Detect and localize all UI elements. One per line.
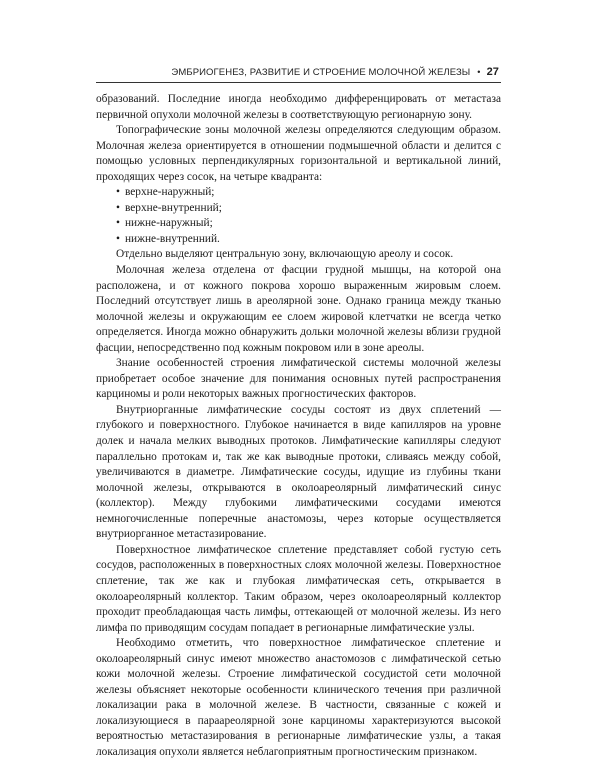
paragraph: Поверхностное лимфатическое сплетение представляет собой густую сеть сосудов, расположенных в поверхностных слоях молочной железы. Поверхностное сплетение, так же как и глубокая лимфатическая сеть, открывается в околоареолярный коллектор. Таким образом, через околоареолярный коллектор проходит преобладающая часть лимфы, оттекающей от молочной железы. Из него лимфа по приводящим сосудам попадает в регионарные лимфатические узлы. [96,543,501,634]
page-body [96,92,501,761]
page-number: 27 [486,66,499,78]
header-bullet-icon: • [477,67,481,77]
paragraph: Топографические зоны молочной железы определяются следующим образом. Молочная железа ориентируется в отношении подмышечной области и делится с помощью условных перпендикулярных горизонтальной и вертикальной линий, проходящих через сосок, на четыре квадранта: [96,124,501,183]
paragraph: Отдельно выделяют центральную зону, включающую ареолу и сосок. [116,248,454,261]
header-title: ЭМБРИОГЕНЕЗ, РАЗВИТИЕ И СТРОЕНИЕ МОЛОЧНОЙ ЖЕЛЕЗЫ [171,66,471,78]
paragraph: Необходимо отметить, что поверхностное лимфатическое сплетение и околоареолярный синус имеют множество анастомозов с лимфатической сетью кожи молочной железы. Строение лимфатической сосудистой сети молочной железы объясняет некоторые особенности клинического течения при различной локализации рака в молочной железе. В частности, связанные с кожей и локализующиеся в параареолярной зоне карциномы характеризуются высокой вероятностью метастазирования в регионарные лимфатические узлы, а такая локализация опухоли является неблагоприятным прогностическим признаком. [96,637,501,758]
list-item: • верхне-наружный; [96,185,501,201]
paragraph: Молочная железа отделена от фасции грудной мышцы, на которой она расположена, и от кожного покрова хорошо выраженным жировым слоем. Последний отсутствует лишь в ареолярной зоне. Однако граница между тканью молочной железы и окружающим ее слоем жировой клетчатки не всегда четко определяется. Иногда можно обнаружить дольки молочной железы вблизи грудной фасции, непосредственно под кожным покровом или в зоне ареолы. [96,264,501,354]
paragraph: Знание особенностей строения лимфатической системы молочной железы приобретает особое значение для понимания основных путей распространения карциномы и роли некоторых важных прогностических факторов. [96,357,501,401]
header-rule [96,82,501,83]
quadrant-list [96,185,501,247]
paragraph: Внутриорганные лимфатические сосуды состоят из двух сплетений — глубокого и поверхностного. Глубокое начинается в виде капилляров на уровне долек и начала мелких выводных протоков. Лимфатические капилляры следуют параллельно протокам и, так же как выводные протоки, сливаясь между собой, увеличиваются в диаметре. Лимфатические сосуды, идущие из глубины ткани молочной железы, открываются в околоареолярный лимфатический синус (коллектор). Между глубокими лимфатическими сосудами имеются немногочисленные поперечные анастомозы, через которые осуществляется внутриорганное метастазирование. [96,403,501,541]
list-item: • нижне-внутренний. [96,232,501,248]
paragraph: образований. Последние иногда необходимо дифференцировать от метастаза первичной опухоли молочной железы в соответствующую регионарную зону. [96,93,501,121]
running-head [0,64,499,80]
list-item: • верхне-внутренний; [96,201,501,217]
list-item: • нижне-наружный; [96,216,501,232]
